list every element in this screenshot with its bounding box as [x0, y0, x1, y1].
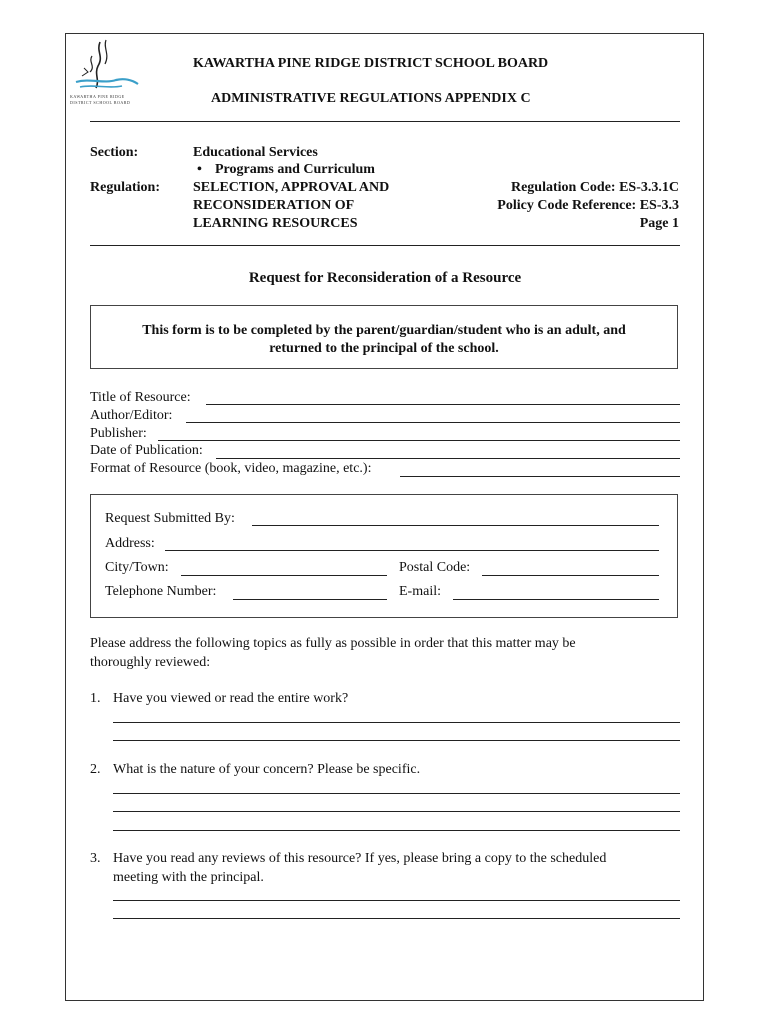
date-of-publication-label: Date of Publication:: [90, 443, 203, 458]
telephone-number-label: Telephone Number:: [105, 584, 217, 599]
policy-code: Policy Code Reference: ES-3.3: [497, 198, 679, 213]
question-3-answer-line[interactable]: [113, 900, 680, 901]
question-2-text: What is the nature of your concern? Please be specific.: [113, 762, 421, 777]
logo-text-line1: KAWARTHA PINE RIDGE: [70, 94, 125, 99]
format-of-resource-field[interactable]: [400, 476, 680, 477]
city-town-label: City/Town:: [105, 560, 169, 575]
question-3-number: 3.: [90, 851, 101, 866]
question-2-answer-line[interactable]: [113, 811, 680, 812]
request-submitted-by-label: Request Submitted By:: [105, 511, 235, 526]
regulation-code: Regulation Code: ES-3.3.1C: [510, 180, 679, 195]
address-field[interactable]: [165, 550, 659, 551]
publisher-label: Publisher:: [90, 426, 147, 441]
regulation-label: Regulation:: [90, 180, 160, 195]
form-title: Request for Reconsideration of a Resource: [248, 270, 522, 286]
question-3-text-line2: meeting with the principal.: [113, 870, 264, 885]
question-2-answer-line[interactable]: [113, 793, 680, 794]
publisher-field[interactable]: [158, 440, 680, 441]
author-editor-field[interactable]: [186, 422, 680, 423]
meta-rule: [90, 245, 680, 246]
question-1-answer-line[interactable]: [113, 722, 680, 723]
question-1-number: 1.: [90, 691, 101, 706]
question-3-text-line1: Have you read any reviews of this resource? If yes, please bring a copy to the scheduled: [113, 851, 607, 866]
request-submitted-by-field[interactable]: [252, 525, 659, 526]
date-of-publication-field[interactable]: [216, 458, 680, 459]
doc-type: ADMINISTRATIVE REGULATIONS APPENDIX C: [211, 91, 531, 106]
intro-line2: thoroughly reviewed:: [90, 655, 211, 670]
regulation-line1: SELECTION, APPROVAL AND: [193, 180, 390, 195]
section-sub: Programs and Curriculum: [215, 162, 375, 177]
header-rule: [90, 121, 680, 122]
logo-text-line2: DISTRICT SCHOOL BOARD: [70, 100, 131, 105]
author-editor-label: Author/Editor:: [90, 408, 173, 423]
regulation-line2: RECONSIDERATION OF: [193, 198, 355, 213]
question-2-answer-line[interactable]: [113, 830, 680, 831]
email-label: E-mail:: [399, 584, 441, 599]
address-label: Address:: [105, 536, 155, 551]
format-of-resource-label: Format of Resource (book, video, magazine, etc.):: [90, 461, 372, 476]
question-1-text: Have you viewed or read the entire work?: [113, 691, 349, 706]
question-1-answer-line[interactable]: [113, 740, 680, 741]
board-logo: [70, 38, 142, 106]
section-bullet: •: [197, 162, 202, 177]
notice-line1: This form is to be completed by the parent/guardian/student who is an adult, and: [142, 323, 626, 338]
title-of-resource-label: Title of Resource:: [90, 390, 191, 405]
email-field[interactable]: [453, 599, 659, 600]
section-label: Section:: [90, 145, 139, 160]
telephone-number-field[interactable]: [233, 599, 387, 600]
question-3-answer-line[interactable]: [113, 918, 680, 919]
section-value: Educational Services: [193, 145, 318, 160]
notice-line2: returned to the principal of the school.: [269, 341, 499, 356]
city-town-field[interactable]: [181, 575, 387, 576]
regulation-line3: LEARNING RESOURCES: [193, 216, 358, 231]
postal-code-field[interactable]: [482, 575, 659, 576]
postal-code-label: Postal Code:: [399, 560, 471, 575]
page-number: Page 1: [639, 216, 679, 231]
board-name: KAWARTHA PINE RIDGE DISTRICT SCHOOL BOARD: [193, 56, 549, 71]
notice-box: [90, 305, 678, 369]
intro-line1: Please address the following topics as fully as possible in order that this matter may be: [90, 636, 576, 651]
title-of-resource-field[interactable]: [206, 404, 680, 405]
question-2-number: 2.: [90, 762, 101, 777]
